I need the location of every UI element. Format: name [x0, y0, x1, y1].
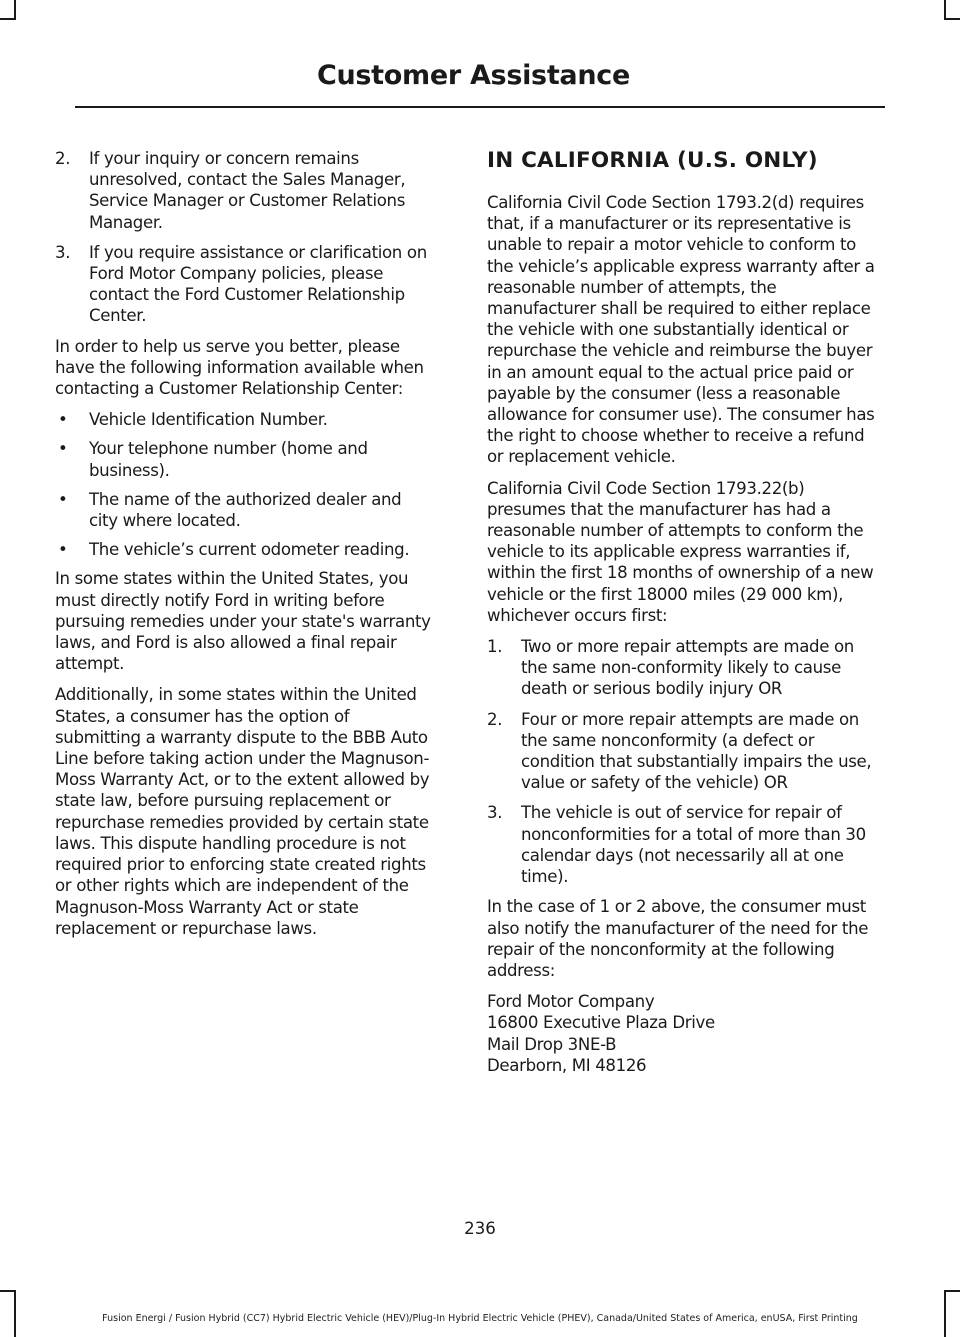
- bullet-text: Vehicle Identification Number.: [89, 410, 328, 430]
- list-item: [487, 709, 881, 794]
- bullet-glyph: •: [58, 489, 68, 509]
- list-number: 3.: [487, 803, 503, 823]
- page-number: 236: [464, 1219, 496, 1238]
- list-text: Two or more repair attempts are made on the same non-conformity likely to cause death or serious bodily injury OR: [521, 637, 854, 699]
- list-text: Four or more repair attempts are made on the same nonconformity (a defect or condition that substantially impairs the use, value or safety of the vehicle) OR: [521, 709, 872, 793]
- list-item: [487, 636, 881, 700]
- bullet-glyph: •: [58, 439, 68, 459]
- paragraph: Additionally, in some states within the United States, a consumer has the option of submitting a warranty dispute to the BBB Auto Line before taking action under the Magnuson-Moss Warranty Act, or to the extent allowed by state law, before pursuing replacement or repurchase remedies provided by certain state laws. This dispute handling procedure is not required prior to enforcing state created rights or other rights which are independent of the Magnuson-Moss Warranty Act or state replacement or repurchase laws.: [55, 685, 430, 938]
- bullet-text: The name of the authorized dealer and city where located.: [89, 489, 402, 531]
- crop-mark: [944, 1290, 960, 1292]
- paragraph: In the case of 1 or 2 above, the consumer must also notify the manufacturer of the need for the repair of the nonconformity at the following address:: [487, 897, 869, 980]
- address-line: Dearborn, MI 48126: [487, 1055, 647, 1075]
- page-header-title: Customer Assistance: [316, 60, 630, 91]
- list-text: The vehicle is out of service for repair of nonconformities for a total of more than 30 calendar days (not necessarily all at one time).: [521, 803, 866, 887]
- list-item: [55, 148, 431, 233]
- list-item: [487, 802, 881, 887]
- left-column: [55, 148, 431, 949]
- crop-mark: [944, 0, 946, 20]
- bullet-item: [55, 409, 431, 430]
- address-line: Mail Drop 3NE-B: [487, 1034, 617, 1054]
- list-number: 2.: [55, 149, 71, 168]
- list-number: 1.: [487, 637, 503, 657]
- crop-mark: [14, 0, 16, 20]
- paragraph: In order to help us serve you better, please have the following information available when contacting a Customer Relationship Center:: [55, 336, 424, 399]
- list-text: If your inquiry or concern remains unresolved, contact the Sales Manager, Service Manager or Customer Relations Manager.: [89, 149, 406, 232]
- crop-mark: [0, 1290, 16, 1292]
- paragraph: In some states within the United States, you must directly notify Ford in writing before pursuing remedies under your state's warranty laws, and Ford is also allowed a final repair attempt.: [55, 569, 431, 674]
- address-line: 16800 Executive Plaza Drive: [487, 1013, 715, 1033]
- list-item: [55, 242, 431, 327]
- crop-mark: [0, 18, 16, 20]
- bullet-glyph: •: [58, 540, 68, 560]
- header-rule: [75, 106, 885, 108]
- paragraph: California Civil Code Section 1793.22(b) presumes that the manufacturer has had a reasonable number of attempts to conform the vehicle to its applicable express warranties if, within the first 18 months of ownership of a new vehicle or the first 18000 miles (29 000 km), whichever occurs first:: [487, 478, 874, 625]
- bullet-glyph: •: [58, 410, 68, 430]
- bullet-text: Your telephone number (home and business).: [89, 439, 368, 480]
- bullet-item: [55, 539, 431, 560]
- paragraph: California Civil Code Section 1793.2(d) requires that, if a manufacturer or its representative is unable to repair a motor vehicle to conform to the vehicle’s applicable express warranty after a reasonable number of attempts, the manufacturer shall be required to either replace the vehicle with one substantially identical or repurchase the vehicle and reimburse the buyer in an amount equal to the actual price paid or payable by the consumer (less a reasonable allowance for consumer use). The consumer has the right to choose whether to receive a refund or replacement vehicle.: [487, 193, 875, 467]
- section-heading: IN CALIFORNIA (U.S. ONLY): [487, 148, 818, 173]
- list-text: If you require assistance or clarification on Ford Motor Company policies, please contact the Ford Customer Relationship Center.: [89, 242, 427, 326]
- mailing-address: [487, 991, 881, 1076]
- bullet-item: [55, 438, 431, 480]
- list-number: 2.: [487, 709, 503, 729]
- list-number: 3.: [55, 242, 71, 262]
- right-column: [487, 148, 881, 1076]
- bullet-text: The vehicle’s current odometer reading.: [89, 540, 410, 560]
- page-footer: Fusion Energi / Fusion Hybrid (CC7) Hybrid Electric Vehicle (HEV)/Plug-In Hybrid Electric Vehicle (PHEV), Canada/United States of America, enUSA, First Printing: [102, 1313, 858, 1324]
- bullet-item: [55, 489, 431, 531]
- crop-mark: [944, 18, 960, 20]
- address-line: Ford Motor Company: [487, 992, 655, 1012]
